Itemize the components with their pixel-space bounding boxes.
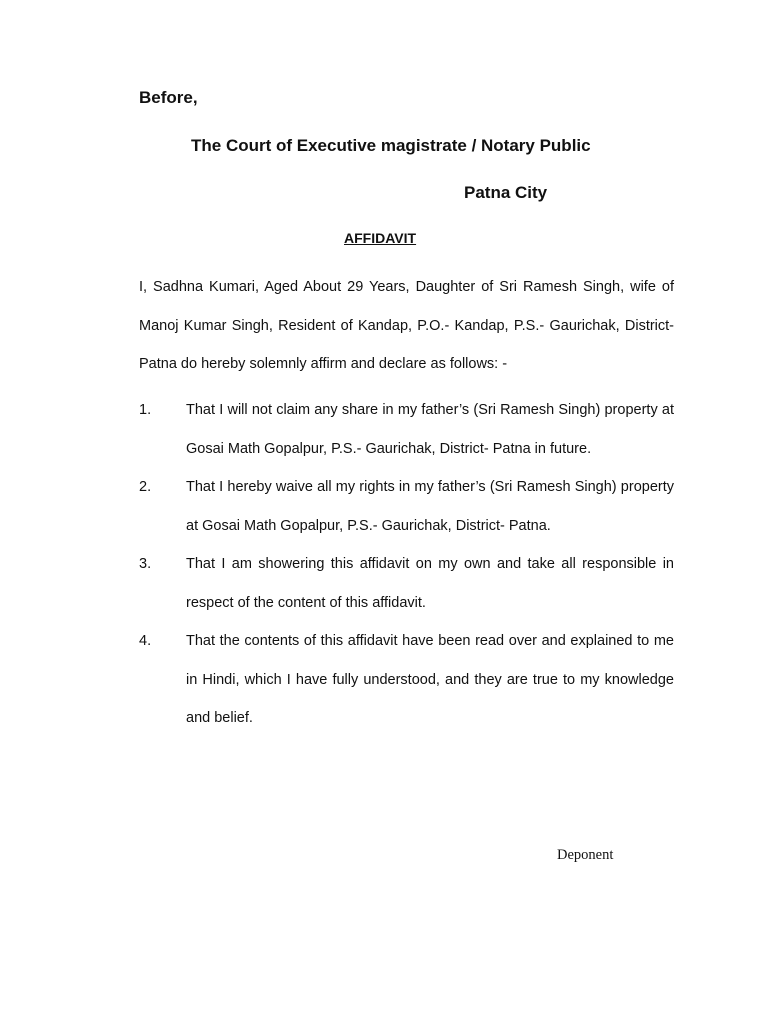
item-number: 2. — [139, 479, 152, 495]
item-text: That I will not claim any share in my father’s (Sri Ramesh Singh) property at Gosai Math Gopalpur, P.S.- Gaurichak, District- Patna in future. — [186, 402, 674, 457]
item-number: 3. — [139, 556, 152, 572]
intro-paragraph: I, Sadhna Kumari, Aged About 29 Years, Daughter of Sri Ramesh Singh, wife of Manoj Kumar Singh, Resident of Kandap, P.O.- Kandap, P.S.- Gaurichak, District- Patna do hereby solemnly affirm and declare as follows: - — [139, 279, 674, 372]
declaration-item — [139, 468, 674, 545]
declaration-item — [139, 545, 674, 622]
item-text: That I hereby waive all my rights in my father’s (Sri Ramesh Singh) property at Gosai Math Gopalpur, P.S.- Gaurichak, District- Patna. — [186, 479, 674, 534]
declaration-item — [139, 622, 674, 738]
before-heading: Before, — [139, 88, 198, 107]
deponent-signature-label: Deponent — [557, 847, 614, 863]
item-number: 4. — [139, 633, 152, 649]
document-title: AFFIDAVIT — [344, 230, 417, 246]
city-heading: Patna City — [464, 183, 548, 202]
item-text: That the contents of this affidavit have been read over and explained to me in Hindi, which I have fully understood, and they are true to my knowledge and belief. — [186, 633, 674, 726]
declaration-item — [139, 391, 674, 468]
court-heading: The Court of Executive magistrate / Notary Public — [191, 136, 591, 155]
item-text: That I am showering this affidavit on my own and take all responsible in respect of the content of this affidavit. — [186, 556, 674, 611]
declaration-list — [139, 391, 674, 738]
item-number: 1. — [139, 402, 152, 418]
